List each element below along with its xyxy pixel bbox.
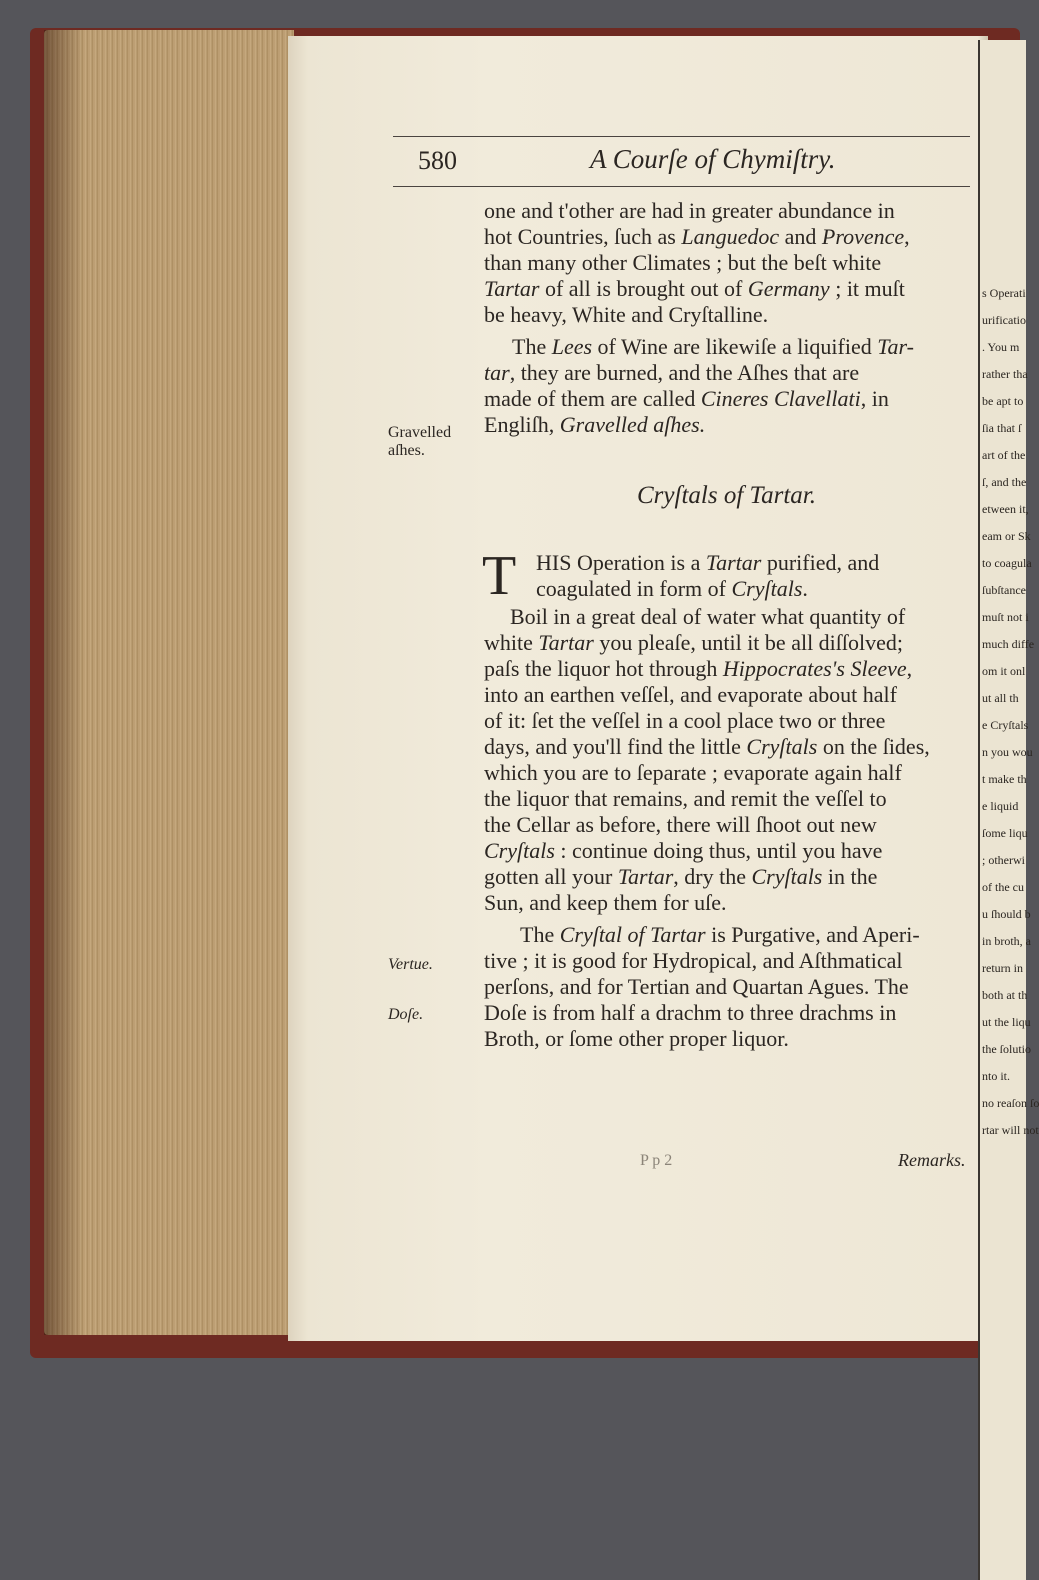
facing-page-line: t make th	[982, 772, 1027, 786]
facing-page-line: the ſolutio	[982, 1042, 1031, 1056]
facing-page-line: return in	[982, 961, 1023, 975]
facing-page-line: rtar will not	[982, 1123, 1039, 1137]
text-line: one and t'other are had in greater abundance in	[484, 198, 895, 223]
text-line: Sun, and keep them for uſe.	[484, 890, 727, 915]
facing-page-line: eam or Sk	[982, 529, 1031, 543]
text-line: Tartar of all is brought out of Germany ; it muſt	[484, 276, 905, 301]
facing-page-fragment	[978, 40, 1039, 1580]
text-line: Cryſtals : continue doing thus, until you have	[484, 838, 883, 863]
facing-page-line: ut the liqu	[982, 1015, 1031, 1029]
text-line: the liquor that remains, and remit the veſſel to	[484, 786, 887, 811]
text-line: white Tartar you pleaſe, until it be all diſſolved;	[484, 630, 904, 655]
facing-page-line: e Cryſtals	[982, 718, 1029, 732]
header-rule-bottom	[393, 186, 970, 187]
text-line: the Cellar as before, there will ſhoot out new	[484, 812, 877, 837]
text-line: gotten all your Tartar, dry the Cryſtals in the	[484, 864, 878, 889]
facing-page-line: om it onl	[982, 664, 1026, 678]
text-line: be heavy, White and Cryſtalline.	[484, 302, 769, 327]
facing-page-line: nto it.	[982, 1069, 1011, 1083]
facing-page-line: ſubſtance	[982, 583, 1026, 597]
facing-page-line: e liquid	[982, 799, 1019, 813]
facing-page-line: much diffe	[982, 637, 1035, 651]
facing-page-line: etween it,	[982, 502, 1029, 516]
text-line: coagulated in form of Cryſtals.	[536, 576, 808, 601]
facing-page-line: ; otherwi	[982, 853, 1025, 867]
text-line: The Cryſtal of Tartar is Purgative, and Aperi-	[520, 922, 920, 947]
text-line: tar, they are burned, and the Aſhes that are	[484, 360, 860, 385]
text-line: hot Countries, ſuch as Languedoc and Provence,	[484, 224, 910, 249]
margin-note-dose: Doſe.	[388, 1006, 424, 1023]
text-line: days, and you'll find the little Cryſtals on the ſides,	[484, 734, 930, 759]
margin-note-gravelled	[388, 424, 451, 460]
catchword: Remarks.	[898, 1150, 966, 1170]
section-heading: Cryſtals of Tartar.	[637, 482, 817, 509]
facing-page-line: ſ, and the	[982, 475, 1027, 489]
header-rule-top	[393, 136, 970, 137]
text-line: perſons, and for Tertian and Quartan Agues. The	[484, 974, 909, 999]
drop-cap: T	[482, 545, 517, 607]
facing-page-line: no reaſon ſo	[982, 1096, 1039, 1110]
text-line: than many other Climates ; but the beſt white	[484, 250, 882, 275]
facing-page-line: of the cu	[982, 880, 1024, 894]
facing-page-line: ſia that ſ	[982, 421, 1022, 435]
facing-page-line: n you wou	[982, 745, 1033, 759]
facing-page-line: . You m	[982, 340, 1020, 354]
signature-mark: P p 2	[640, 1152, 673, 1169]
facing-page-line: be apt to	[982, 394, 1024, 408]
text-line: tive ; it is good for Hydropical, and Aſthmatical	[484, 948, 903, 973]
facing-page-line: art of the	[982, 448, 1026, 462]
facing-page-line: to coagula	[982, 556, 1032, 570]
facing-page-line: in broth, a	[982, 934, 1031, 948]
text-line: Boil in a great deal of water what quantity of	[510, 604, 906, 629]
facing-page-line: s Operati	[982, 286, 1026, 300]
margin-note-vertue: Vertue.	[388, 956, 433, 973]
text-line: into an earthen veſſel, and evaporate about half	[484, 682, 897, 707]
text-line: paſs the liquor hot through Hippocrates's Sleeve,	[484, 656, 913, 681]
facing-page-line: ſome liqu	[982, 826, 1028, 840]
text-line: Doſe is from half a drachm to three drachms in	[484, 1000, 897, 1025]
text-line: Broth, or ſome other proper liquor.	[484, 1026, 789, 1051]
margin-line: Gravelled	[388, 424, 452, 441]
text-line: which you are to ſeparate ; evaporate again half	[484, 760, 902, 785]
page-block-edge	[44, 30, 294, 1335]
margin-line: aſhes.	[388, 442, 425, 459]
facing-page-line: muſt not i	[982, 610, 1029, 624]
facing-page-line: rather tha	[982, 367, 1028, 381]
facing-page-line: urificatio	[982, 313, 1026, 327]
text-line: of it: ſet the veſſel in a cool place two or three	[484, 708, 886, 733]
text-line: The Lees of Wine are likewiſe a liquified Tar-	[512, 334, 914, 359]
facing-page-line: both at th	[982, 988, 1028, 1002]
page-number: 580	[418, 146, 457, 175]
text-line: made of them are called Cineres Clavellati, in	[484, 386, 889, 411]
running-head: A Courſe of Chymiſtry.	[590, 144, 836, 174]
text-line: Engliſh, Gravelled aſhes.	[484, 412, 706, 437]
facing-page-line: u ſhould b	[982, 907, 1031, 921]
facing-page-line: ut all th	[982, 691, 1019, 705]
text-line: HIS Operation is a Tartar purified, and	[536, 550, 880, 575]
